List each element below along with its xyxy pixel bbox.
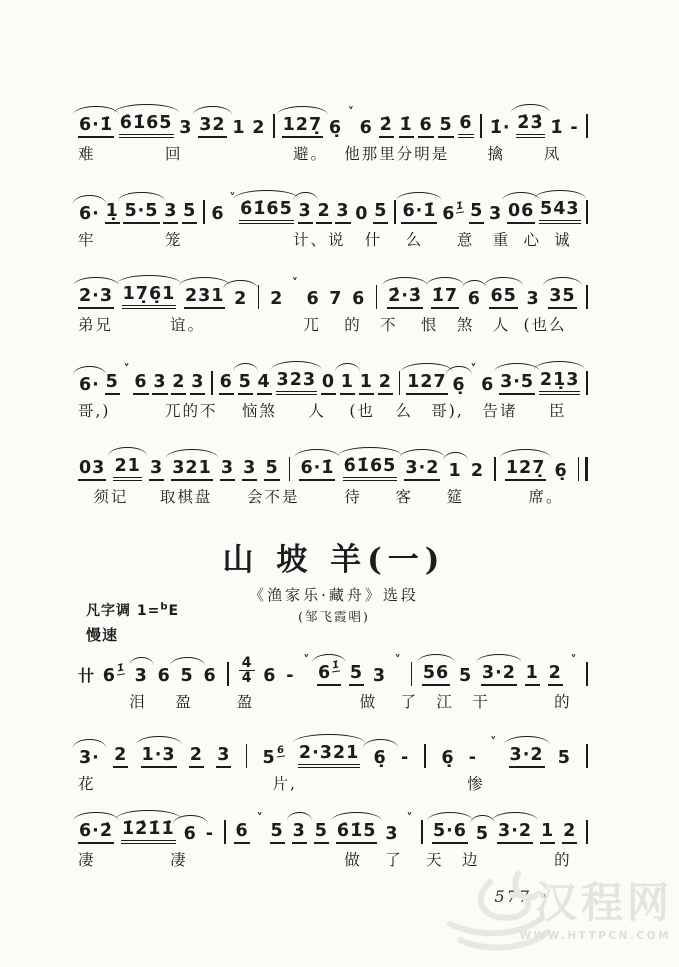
- performer-credit: (邹飞霞唱): [298, 609, 370, 624]
- note-token: 65: [489, 286, 517, 309]
- notation-row: [78, 646, 590, 686]
- breath-mark: ˅: [406, 811, 413, 825]
- lyric-syllable: 笼: [165, 231, 183, 249]
- grace-note: 1̇: [116, 662, 125, 675]
- barline: [224, 820, 226, 844]
- breath-mark: ˅: [394, 653, 401, 667]
- lyric-syllable: 人: [308, 402, 326, 420]
- note-token: 2̇3̇: [516, 113, 544, 138]
- lyric-syllable: 告诸: [482, 402, 518, 420]
- lyric-syllable: 的: [344, 316, 362, 334]
- key-signature: [86, 600, 179, 620]
- note-token: 1: [525, 663, 540, 686]
- page-number: • 577 •: [476, 887, 550, 906]
- note-token: 2: [270, 288, 284, 309]
- lyric-syllable: 擒: [487, 145, 506, 163]
- lyrics-row: [78, 142, 590, 164]
- note-token: -: [286, 665, 295, 686]
- note-token: 231: [184, 286, 226, 309]
- music-system-6: [78, 646, 590, 711]
- note-token: 5: [264, 458, 279, 481]
- key-label: 凡字调: [86, 603, 131, 619]
- lyric-syllable: 谊。: [170, 316, 206, 334]
- note-token: 5: [475, 823, 490, 844]
- note-token: 32: [198, 115, 226, 138]
- note-token: 6̣: [373, 747, 387, 768]
- note-token: 323: [276, 370, 318, 395]
- note-token: 6·1̇: [401, 201, 437, 224]
- note-token: 2̇: [379, 115, 394, 138]
- note-token: $6^{1̇}$: [102, 662, 125, 686]
- note-token: 3: [298, 201, 313, 224]
- note-token: $5^6$: [262, 744, 285, 768]
- lyric-syllable: 计、说: [293, 231, 346, 249]
- lyric-syllable: 心: [523, 231, 541, 249]
- note-token: 0: [355, 203, 369, 224]
- lyric-syllable: 哥),: [431, 402, 464, 420]
- lyrics-row: [78, 848, 590, 870]
- note-token: 3·2: [509, 745, 545, 768]
- note-token: 7: [329, 288, 343, 309]
- piece-subtitle: 《渔家乐·藏舟》选段: [249, 586, 419, 604]
- note-token: 127̣: [282, 115, 324, 138]
- barline: [586, 662, 588, 686]
- barline: [480, 114, 482, 138]
- barline: [586, 285, 588, 309]
- note-token: 6̇1̇65: [119, 113, 174, 138]
- note-token: 5: [469, 201, 484, 224]
- note-token: 2: [234, 288, 248, 309]
- note-token: 3: [134, 665, 148, 686]
- barline: [258, 285, 260, 309]
- barline: [399, 371, 401, 395]
- lyric-syllable: 难: [78, 145, 96, 163]
- breath-mark: ˅: [291, 276, 298, 290]
- grace-note: 1̇: [456, 200, 465, 213]
- notation-row: [78, 98, 590, 138]
- lyrics-row: [78, 399, 590, 421]
- lyric-syllable: 泪: [129, 693, 147, 711]
- note-token: 2: [562, 821, 577, 844]
- note-token: 6: [133, 372, 148, 395]
- barline: [376, 285, 378, 309]
- time-sig-lower: 4: [241, 670, 252, 687]
- note-token: $6^{1̇}$: [317, 663, 341, 686]
- note-token: 3·5: [499, 372, 535, 395]
- note-token: 5: [105, 372, 120, 395]
- lyric-syllable: 做: [344, 851, 362, 869]
- lyric-syllable: 江: [436, 693, 454, 711]
- note-token: 1̇·: [489, 117, 511, 138]
- note-token: 35: [548, 286, 576, 309]
- barline: [586, 820, 588, 844]
- breath-mark: ˅: [347, 105, 354, 119]
- note-token: 3: [149, 458, 164, 481]
- lyric-syllable: 干: [472, 693, 490, 711]
- note-token: 6·1̇: [78, 115, 114, 138]
- music-system-5: [78, 441, 590, 506]
- note-token: 6: [183, 823, 197, 844]
- lyric-syllable: (也: [349, 402, 375, 420]
- note-token: 5: [270, 821, 285, 844]
- note-token: 127: [406, 372, 448, 395]
- note-token: 6: [263, 665, 277, 686]
- lyric-syllable: 诚: [554, 231, 572, 249]
- note-token: 1̇2̇1̇1̇: [121, 819, 176, 844]
- note-token: 5: [238, 372, 253, 395]
- note-token: 6̇1̇65: [343, 456, 398, 481]
- lyrics-row: [78, 690, 590, 712]
- note-token: 3: [292, 821, 307, 844]
- note-token: 1̣: [105, 201, 120, 224]
- notation-row: [78, 184, 590, 224]
- note-token: 5: [557, 747, 571, 768]
- lyric-syllable: 避。: [293, 145, 329, 163]
- note-token: 1̇: [550, 117, 564, 138]
- music-system-8: [78, 804, 590, 869]
- note-token: 1: [232, 117, 246, 138]
- note-token: 1̇7: [431, 286, 459, 309]
- note-token: 1: [540, 821, 555, 844]
- note-token: 3: [152, 372, 167, 395]
- note-token: 2: [378, 372, 393, 395]
- grace-note: 6: [276, 744, 285, 757]
- barline: [273, 114, 275, 138]
- note-token: -: [205, 823, 214, 844]
- notation-row: [78, 804, 590, 844]
- note-token: 2: [470, 460, 485, 481]
- lyric-syllable: 盈: [236, 693, 255, 711]
- note-token: 2·3: [78, 286, 114, 309]
- barline: [394, 200, 396, 224]
- lyric-syllable: 么: [395, 402, 413, 420]
- lyric-syllable: 么: [405, 231, 424, 249]
- note-token: 127̣: [505, 458, 547, 481]
- lyrics-row: [78, 485, 590, 507]
- breath-mark: ˅: [123, 362, 130, 376]
- note-token: 2̇·3̇: [387, 286, 423, 309]
- note-token: 6·2̇: [78, 821, 114, 844]
- lyric-syllable: 的: [554, 851, 572, 869]
- breath-mark: ˅: [229, 191, 236, 205]
- barline: [211, 371, 213, 395]
- note-token: 6: [359, 117, 373, 138]
- note-token: 6̣: [441, 747, 455, 768]
- note-token: 6̇1̇5: [336, 821, 378, 844]
- note-token: 6̣: [452, 374, 466, 395]
- lyric-syllable: 待: [344, 488, 362, 506]
- lyric-syllable: 人: [492, 316, 511, 334]
- note-token: 5: [349, 663, 364, 686]
- note-token: 6: [234, 821, 249, 844]
- music-system-1: [78, 98, 590, 163]
- lyrics-row: [78, 772, 590, 794]
- notation-row: [78, 269, 590, 309]
- note-token: 56: [422, 663, 450, 686]
- lyric-syllable: 花: [78, 775, 96, 793]
- lyric-syllable: 凤: [543, 145, 562, 163]
- note-token: 543: [539, 199, 581, 224]
- note-token: 6: [467, 288, 481, 309]
- music-system-7: [78, 728, 590, 793]
- grace-note: 1̇: [332, 659, 341, 672]
- breath-mark: ˅: [470, 362, 477, 376]
- lyric-syllable: 不: [380, 316, 398, 334]
- lyric-syllable: 他那里分明是: [344, 145, 450, 163]
- note-token: 6: [219, 372, 234, 395]
- note-token: 5·6: [432, 821, 468, 844]
- lyric-syllable: 兀: [303, 316, 321, 334]
- lyric-syllable: 什: [364, 231, 383, 249]
- lyric-syllable: 了: [400, 693, 419, 711]
- lyric-syllable: 凄: [170, 851, 188, 869]
- barline: [494, 457, 496, 481]
- watermark-site-name: 汉程网: [534, 878, 673, 927]
- note-token: 6̇1̇65: [239, 199, 294, 224]
- lyric-syllable: 席。: [528, 488, 564, 506]
- note-token: 321: [171, 458, 213, 481]
- note-token: 2: [316, 201, 331, 224]
- note-token: $6^{1̇}$: [442, 200, 465, 224]
- note-token: 0: [321, 372, 336, 395]
- lyric-syllable: (也么: [523, 316, 567, 334]
- note-token: 6: [352, 288, 366, 309]
- note-token: 06: [507, 201, 535, 224]
- note-token: -: [570, 117, 579, 138]
- lyrics-row: [78, 313, 590, 335]
- barline: [586, 200, 588, 224]
- lyric-syllable: 臣: [549, 402, 567, 420]
- note-token: 4: [257, 372, 272, 395]
- note-token: 21: [113, 456, 141, 481]
- note-token: 5: [458, 665, 473, 686]
- note-token: 3: [220, 458, 235, 481]
- note-token: 3·2: [481, 663, 517, 686]
- lyric-syllable: 做: [359, 693, 378, 711]
- note-token: 2: [548, 663, 563, 686]
- note-token: 17̣6̣1: [122, 284, 177, 309]
- lyric-syllable: 煞: [456, 316, 475, 334]
- time-signature: [239, 656, 255, 686]
- note-token: 3: [385, 823, 399, 844]
- lyric-syllable: 筵: [446, 488, 465, 506]
- note-token: 6: [157, 665, 171, 686]
- note-token: 6·1̇: [299, 458, 335, 481]
- time-sig-upper: 4: [239, 656, 255, 672]
- note-token: 03: [78, 458, 106, 481]
- note-token: 2: [113, 745, 128, 768]
- note-token: 6: [481, 374, 495, 395]
- note-token: 6: [458, 113, 473, 138]
- note-token: 3: [179, 117, 193, 138]
- notation-row: [78, 441, 590, 481]
- lyric-syllable: 盈: [175, 693, 193, 711]
- key-note: E: [168, 603, 180, 619]
- note-token: 3·2: [497, 821, 533, 844]
- note-token: 2·321: [298, 743, 360, 768]
- note-token: 3: [242, 458, 257, 481]
- lyric-syllable: 意: [456, 231, 475, 249]
- lyric-syllable: 客: [395, 488, 413, 506]
- note-token: 1: [359, 372, 374, 395]
- note-token: 1: [340, 372, 355, 395]
- note-token: 6: [211, 203, 225, 224]
- note-token: 5: [314, 821, 329, 844]
- note-token: 3·: [79, 747, 100, 768]
- note-token: 6: [418, 115, 433, 138]
- note-token: 3: [372, 665, 386, 686]
- lyric-syllable: 弟兄: [78, 316, 114, 334]
- note-token: 21̣3: [539, 370, 581, 395]
- lyric-syllable: 兀的不: [165, 402, 218, 420]
- note-token: -: [468, 747, 478, 768]
- lyric-syllable: 了: [385, 851, 403, 869]
- note-token: 6: [306, 288, 320, 309]
- final-barline: [578, 457, 588, 481]
- key-equation: 1=: [136, 603, 161, 619]
- watermark-url: WWW.HTTPCN.COM: [519, 930, 671, 942]
- note-token: 5: [438, 115, 453, 138]
- note-token: 6: [203, 665, 217, 686]
- lyric-syllable: 取棋盘: [159, 488, 213, 506]
- lyric-syllable: 牢: [78, 231, 96, 249]
- lyric-syllable: 会不是: [246, 488, 300, 506]
- note-token: 3·2: [404, 458, 440, 481]
- lyric-syllable: 凄: [78, 851, 96, 869]
- barline: [586, 371, 588, 395]
- barline: [586, 744, 588, 768]
- lyric-syllable: 恨: [421, 316, 439, 334]
- breath-mark: ˅: [490, 735, 497, 749]
- note-token: 2: [252, 117, 266, 138]
- lyric-syllable: 须记: [93, 488, 129, 506]
- note-token: 5·5: [123, 201, 159, 224]
- note-token: 1̇: [399, 115, 414, 138]
- breath-mark: ˅: [570, 653, 577, 667]
- lyric-syllable: 的: [554, 693, 572, 711]
- note-token: 6·: [79, 374, 100, 395]
- note-token: -: [400, 747, 410, 768]
- music-system-4: [78, 355, 590, 420]
- tempo-marking: 慢速: [86, 626, 119, 644]
- lyric-syllable: 哥,): [78, 402, 111, 420]
- lyric-syllable: 片,: [272, 775, 297, 793]
- note-token: 6̣: [328, 117, 343, 138]
- note-token: 1: [448, 460, 462, 481]
- note-token: 2: [189, 745, 204, 768]
- note-token: 5: [373, 201, 388, 224]
- lyric-syllable: 天: [426, 851, 444, 869]
- barline: [289, 457, 291, 481]
- note-token: 3: [163, 201, 178, 224]
- barline: [586, 114, 588, 138]
- note-token: 3: [489, 203, 503, 224]
- note-token: 3: [190, 372, 205, 395]
- notation-row: [78, 728, 590, 768]
- note-token: 5: [180, 665, 194, 686]
- note-token: 1·3: [141, 745, 177, 768]
- barline: [203, 200, 205, 224]
- breath-mark: ˅: [256, 811, 263, 825]
- lyric-syllable: 重: [492, 231, 511, 249]
- barline: [246, 744, 248, 768]
- music-system-2: [78, 184, 590, 249]
- barline: [411, 662, 413, 686]
- lyric-syllable: 恼煞: [241, 402, 277, 420]
- barline: [421, 820, 423, 844]
- note-token: 3: [216, 745, 231, 768]
- lyric-syllable: 惨: [467, 775, 485, 793]
- free-meter-mark: 卄: [78, 666, 95, 685]
- music-system-3: [78, 269, 590, 334]
- flat-sign: b: [160, 601, 169, 613]
- barline: [424, 744, 426, 768]
- note-token: 3: [526, 288, 540, 309]
- barline: [227, 662, 229, 686]
- note-token: 5: [182, 201, 197, 224]
- note-token: 6̣: [554, 460, 568, 481]
- lyrics-row: [78, 228, 590, 250]
- note-token: 2: [171, 372, 186, 395]
- lyric-syllable: 回: [165, 145, 183, 163]
- note-token: 6·: [79, 203, 100, 224]
- breath-mark: ˅: [303, 653, 310, 667]
- note-token: 3: [335, 201, 350, 224]
- notation-row: [78, 355, 590, 395]
- piece-title: 山 坡 羊(一): [222, 542, 446, 578]
- lyric-syllable: 边: [462, 851, 480, 869]
